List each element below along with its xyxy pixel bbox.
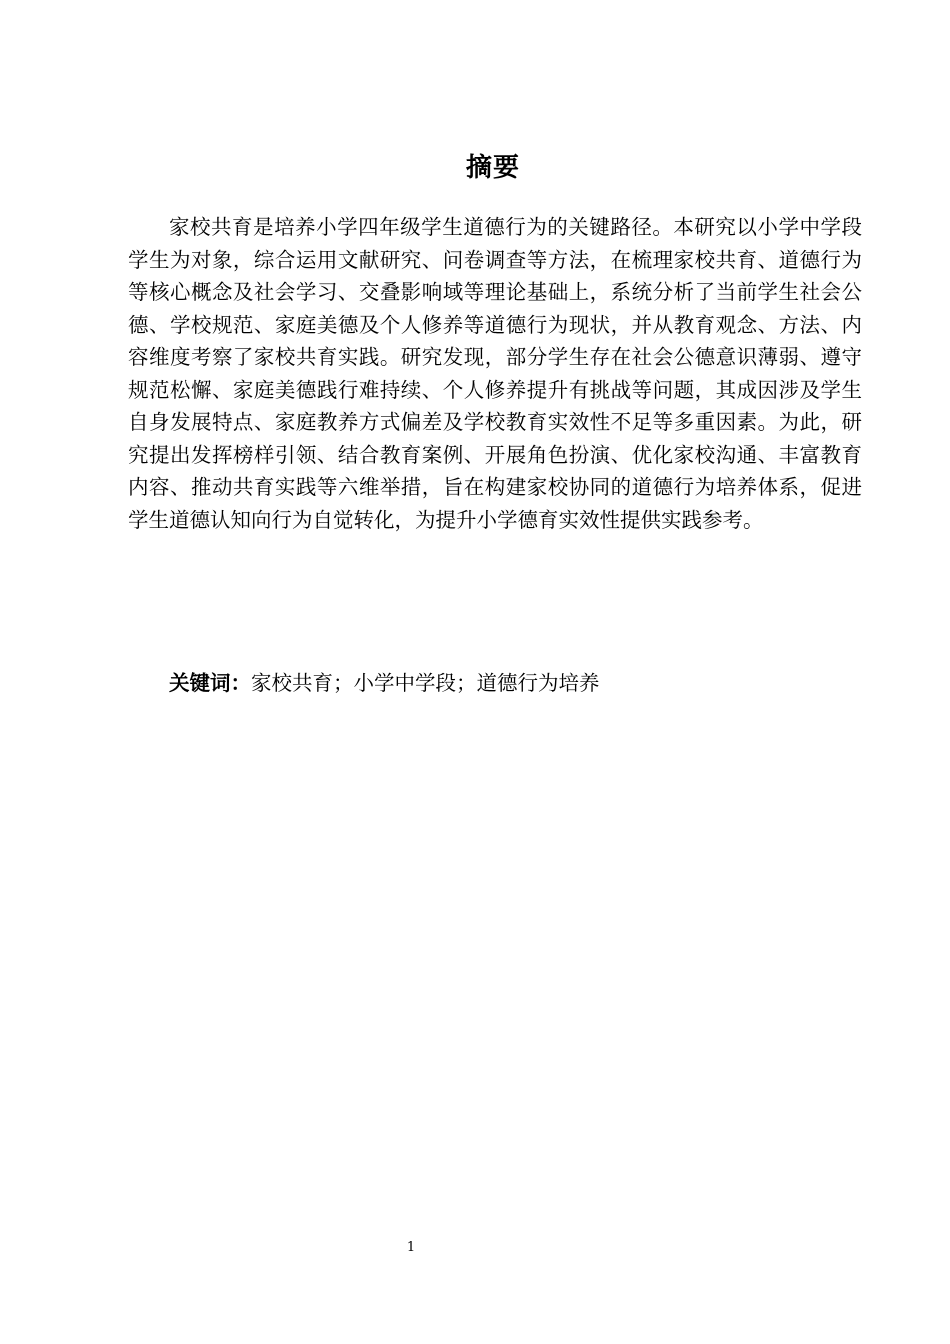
keywords-label: 关键词：	[169, 671, 251, 695]
abstract-title: 摘要	[465, 153, 520, 183]
abstract-paragraph: 家校共育是培养小学四年级学生道德行为的关键路径。本研究以小学中学段学生为对象，综合运用文献研究、问卷调查等方法，在梳理家校共育、道德行为等核心概念及社会学习、交叠影响域等理论基础上，系统分析了当前学生社会公德、学校规范、家庭美德及个人修养等道德行为现状，并从教育观念、方法、内容维度考察了家校共育实践。研究发现，部分学生存在社会公德意识薄弱、遵守规范松懈、家庭美德践行难持续、个人修养提升有挑战等问题，其成因涉及学生自身发展特点、家庭教养方式偏差及学校教育实效性不足等多重因素。为此，研究提出发挥榜样引领、结合教育案例、开展角色扮演、优化家校沟通、丰富教育内容、推动共育实践等六维举措，旨在构建家校协同的道德行为培养体系，促进学生道德认知向行为自觉转化，为提升小学德育实效性提供实践参考。	[128, 215, 862, 532]
keywords-line	[128, 667, 862, 699]
page-number: 1	[406, 1240, 416, 1255]
keywords-text: 家校共育；小学中学段；道德行为培养	[251, 671, 600, 695]
